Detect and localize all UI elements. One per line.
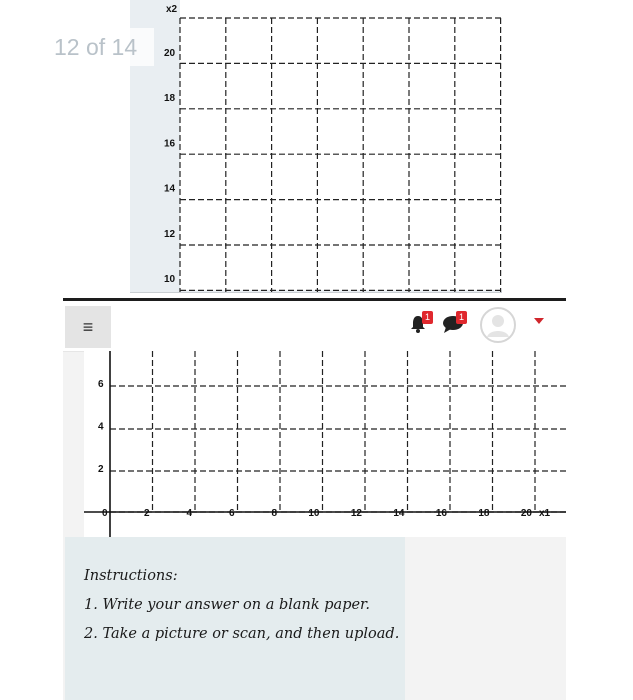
bottom-graph — [84, 351, 566, 537]
instruction-step-1: 1. Write your answer on a blank paper. — [84, 597, 371, 613]
top-y-tick-label: 16 — [164, 138, 176, 150]
instructions-heading: Instructions: — [84, 568, 178, 584]
notifications-badge: 1 — [422, 311, 433, 324]
bottom-x-tick-label: 12 — [350, 508, 362, 519]
top-graph — [130, 0, 502, 292]
bottom-x-tick-label: 14 — [393, 508, 405, 519]
caret-down-icon[interactable] — [534, 318, 544, 326]
bottom-y-tick-label: 2 — [98, 464, 104, 475]
bottom-x-tick-label: 10 — [308, 508, 320, 519]
top-graph-card — [130, 0, 502, 293]
instructions-panel — [65, 537, 405, 700]
bottom-x-tick-label: 18 — [478, 508, 490, 519]
top-y-axis-title: x2 — [166, 4, 178, 15]
bottom-y-tick-label: 4 — [98, 421, 104, 433]
top-y-tick-label: 18 — [164, 93, 176, 105]
bottom-x-axis-title: x1 — [539, 508, 551, 519]
bottom-x-tick-label: 4 — [186, 508, 192, 519]
origin-label: 0 — [102, 508, 108, 519]
top-y-tick-label: 10 — [164, 274, 176, 285]
instruction-step-2: 2. Take a picture or scan, and then upload. — [84, 626, 400, 642]
bottom-x-tick-label: 20 — [520, 508, 532, 519]
bottom-y-tick-label: 6 — [98, 379, 104, 390]
bottom-x-tick-label: 8 — [271, 508, 277, 519]
top-y-tick-label: 20 — [164, 48, 176, 59]
bottom-x-tick-label: 2 — [143, 508, 150, 519]
avatar-icon[interactable] — [480, 307, 516, 343]
top-y-tick-label: 12 — [164, 228, 176, 240]
hamburger-icon[interactable]: ≡ — [65, 306, 111, 348]
bottom-x-tick-label: 6 — [228, 508, 235, 519]
bottom-x-tick-label: 16 — [435, 508, 447, 519]
messages-badge: 1 — [456, 311, 467, 324]
top-y-tick-label: 14 — [164, 183, 176, 195]
bottom-graph-card — [84, 351, 566, 537]
page-counter: 12 of 14 — [44, 28, 154, 66]
